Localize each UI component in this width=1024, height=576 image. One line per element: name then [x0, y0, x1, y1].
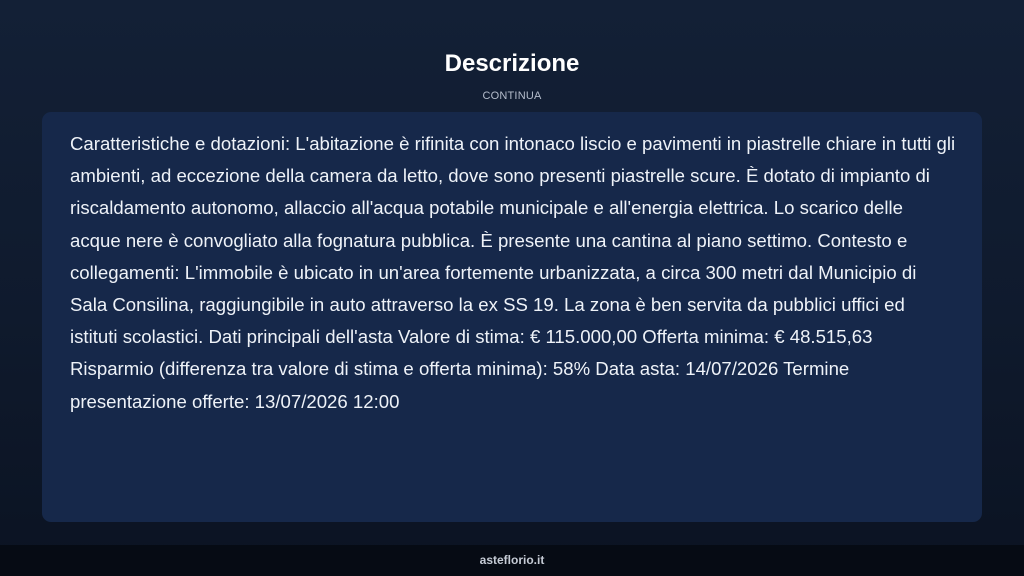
description-text: Caratteristiche e dotazioni: L'abitazione è rifinita con intonaco liscio e pavimenti in piastrelle chiare in tutti gli ambienti, ad eccezione della camera da letto, dove sono presenti piastrelle scure. È dotato di impianto di riscaldamento autonomo, allaccio all'acqua potabile municipale e all'energia elettrica. Lo scarico delle acque nere è convogliato alla fognatura pubblica. È presente una cantina al piano settimo. Contesto e collegamenti: L'immobile è ubicato in un'area fortemente urbanizzata, a circa 300 metri dal Municipio di Sala Consilina, raggiungibile in auto attraverso la ex SS 19. La zona è ben servita da pubblici uffici ed istituti scolastici. Dati principali dell'asta Valore di stima: € 115.000,00 Offerta minima: € 48.515,63 Risparmio (differenza tra valore di stima e offerta minima): 58% Data asta: 14/07/2026 Termine presentazione offerte: 13/07/2026 12:00: [70, 133, 956, 412]
continua-label: CONTINUA: [482, 90, 542, 102]
description-card: [42, 112, 982, 522]
page-title: Descrizione: [444, 50, 580, 77]
site-name: asteflorio.it: [479, 553, 545, 567]
footer-bar: [0, 545, 1024, 576]
